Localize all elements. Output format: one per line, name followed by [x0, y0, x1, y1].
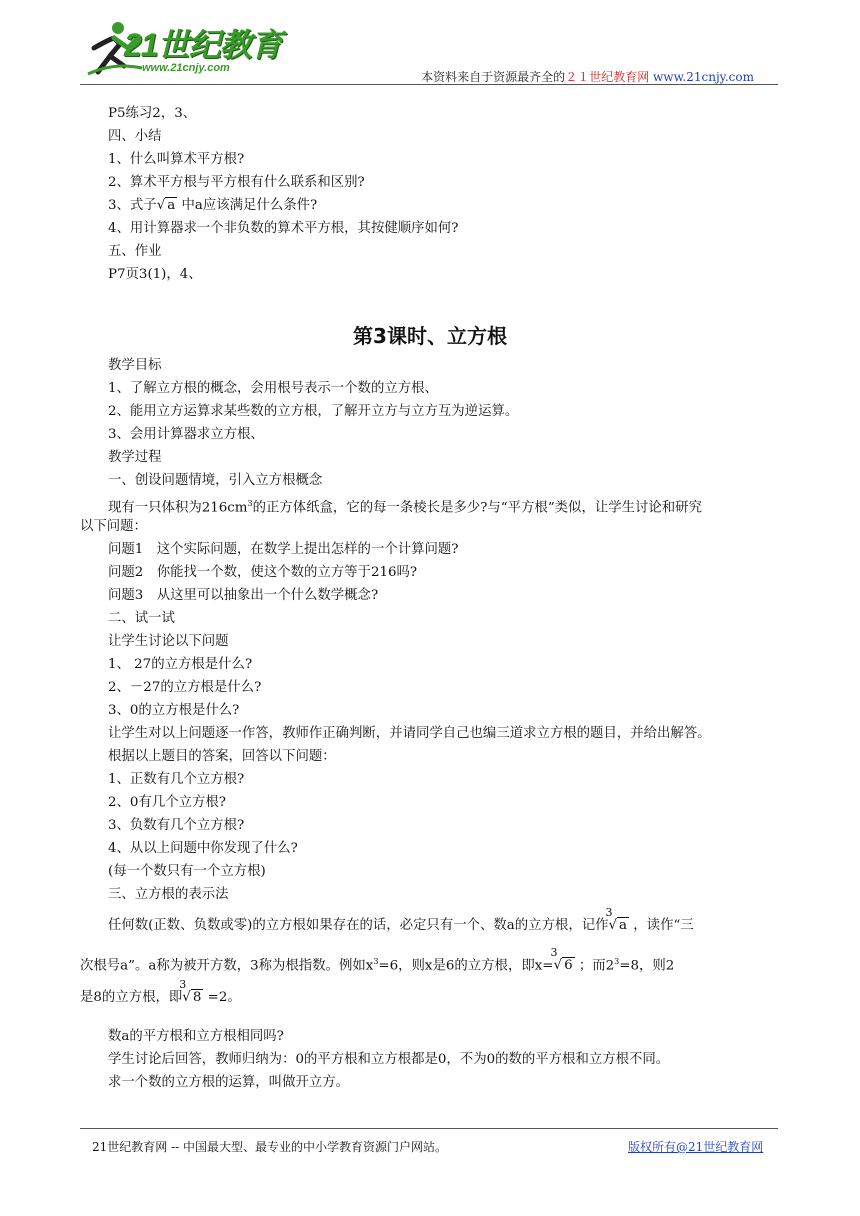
- section-heading: 教学过程: [108, 450, 162, 465]
- text-line: 3、负数有几个立方根?: [108, 818, 245, 833]
- section-heading: 教学目标: [108, 358, 162, 373]
- sqrt-a: √ a: [156, 198, 176, 213]
- text-line: 是8的立方根，即 3 √ 8 =2。: [80, 988, 241, 1008]
- footer-divider: [80, 1128, 778, 1129]
- section-heading: 三、立方根的表示法: [108, 887, 229, 902]
- text-line: 2、－27的立方根是什么?: [108, 680, 262, 695]
- source-note: 本资料来自于资源最齐全的２１世纪教育网 www.21cnjy.com: [421, 70, 754, 84]
- text-line: (每一个数只有一个立方根): [108, 864, 266, 879]
- text-line: 任何数(正数、负数或零)的立方根如果存在的话，必定只有一个、数a的立方根，记作 3 √ a ，读作“三: [108, 916, 694, 936]
- page-header: [0, 0, 860, 90]
- question-line: 问题3 从这里可以抽象出一个什么数学概念?: [108, 588, 379, 603]
- logo-text: 21世纪教育: [124, 27, 282, 63]
- text-line: 让学生讨论以下问题: [108, 634, 229, 649]
- text-line: 2、算术平方根与平方根有什么联系和区别?: [108, 175, 365, 190]
- text-line: 3、会用计算器求立方根、: [108, 427, 264, 442]
- text-line: 3、0的立方根是什么?: [108, 703, 240, 718]
- section-title: 第3课时、立方根: [353, 324, 507, 348]
- text-line: 1、 27的立方根是什么?: [108, 657, 253, 672]
- text-line: 1、什么叫算术平方根?: [108, 152, 245, 167]
- text-line: 数a的平方根和立方根相同吗?: [108, 1029, 284, 1044]
- section-heading: 四、小结: [108, 129, 162, 144]
- text-line: 以下问题：: [80, 519, 147, 534]
- question-line: 问题1 这个实际问题，在数学上提出怎样的一个计算问题?: [108, 542, 459, 557]
- cube-root-8: 3 √ 8: [179, 978, 202, 1005]
- cube-root-a: 3 √ a: [605, 906, 628, 933]
- text-line: 根据以上题目的答案，回答以下问题：: [108, 749, 336, 764]
- text-line: 学生讨论后回答，教师归纳为：0的平方根和立方根都是0，不为0的数的平方根和立方根不同。: [108, 1052, 670, 1067]
- copyright-link[interactable]: 版权所有@21世纪教育网: [628, 1140, 764, 1154]
- site-logo[interactable]: [84, 18, 284, 80]
- text-line: 求一个数的立方根的运算，叫做开立方。: [108, 1075, 350, 1090]
- section-heading: 二、试一试: [108, 611, 175, 626]
- text-line: 1、了解立方根的概念，会用根号表示一个数的立方根、: [108, 381, 438, 396]
- source-url-link[interactable]: www.21cnjy.com: [653, 70, 754, 84]
- text-line: P5练习2，3、: [108, 106, 197, 121]
- text-line: 4、从以上问题中你发现了什么?: [108, 841, 298, 856]
- text-line: 让学生对以上问题逐一作答，教师作正确判断，并请同学自己也编三道求立方根的题目，并给出解答。: [108, 726, 711, 741]
- text-line: 次根号a”。a称为被开方数，3称为根指数。例如$x^3=6$，则x是6的立方根，即x= 3 √ 6 ；而$2^3=8$，则2: [80, 952, 674, 976]
- text-line: 4、用计算器求一个非负数的算术平方根，其按健顺序如何?: [108, 221, 459, 236]
- text-line: 现有一只体积为$216cm^3$的正方体纸盒，它的每一条棱长是多少?与“平方根”类似，让学生讨论和研究: [108, 499, 702, 516]
- header-divider: [80, 84, 778, 85]
- text-line: 1、正数有几个立方根?: [108, 772, 245, 787]
- cube-root-6: 3 √ 6: [550, 946, 573, 974]
- source-site-link[interactable]: ２１世纪教育网: [565, 70, 650, 84]
- text-line: P7页3(1)，4、: [108, 267, 202, 282]
- text-line: 2、能用立方运算求某些数的立方根，了解开立方与立方互为逆运算。: [108, 404, 519, 419]
- text-line: 3、式子√ a 中a应该满足什么条件?: [108, 196, 317, 216]
- question-line: 问题2 你能找一个数，使这个数的立方等于216吗?: [108, 565, 418, 580]
- text-line: 2、0有几个立方根?: [108, 795, 226, 810]
- footer-text: 21世纪教育网 -- 中国最大型、最专业的中小学教育资源门户网站。: [92, 1140, 448, 1154]
- section-heading: 一、创设问题情境，引入立方根概念: [108, 473, 323, 488]
- logo-url: www.21cnjy.com: [142, 62, 230, 74]
- section-heading: 五、作业: [108, 244, 162, 259]
